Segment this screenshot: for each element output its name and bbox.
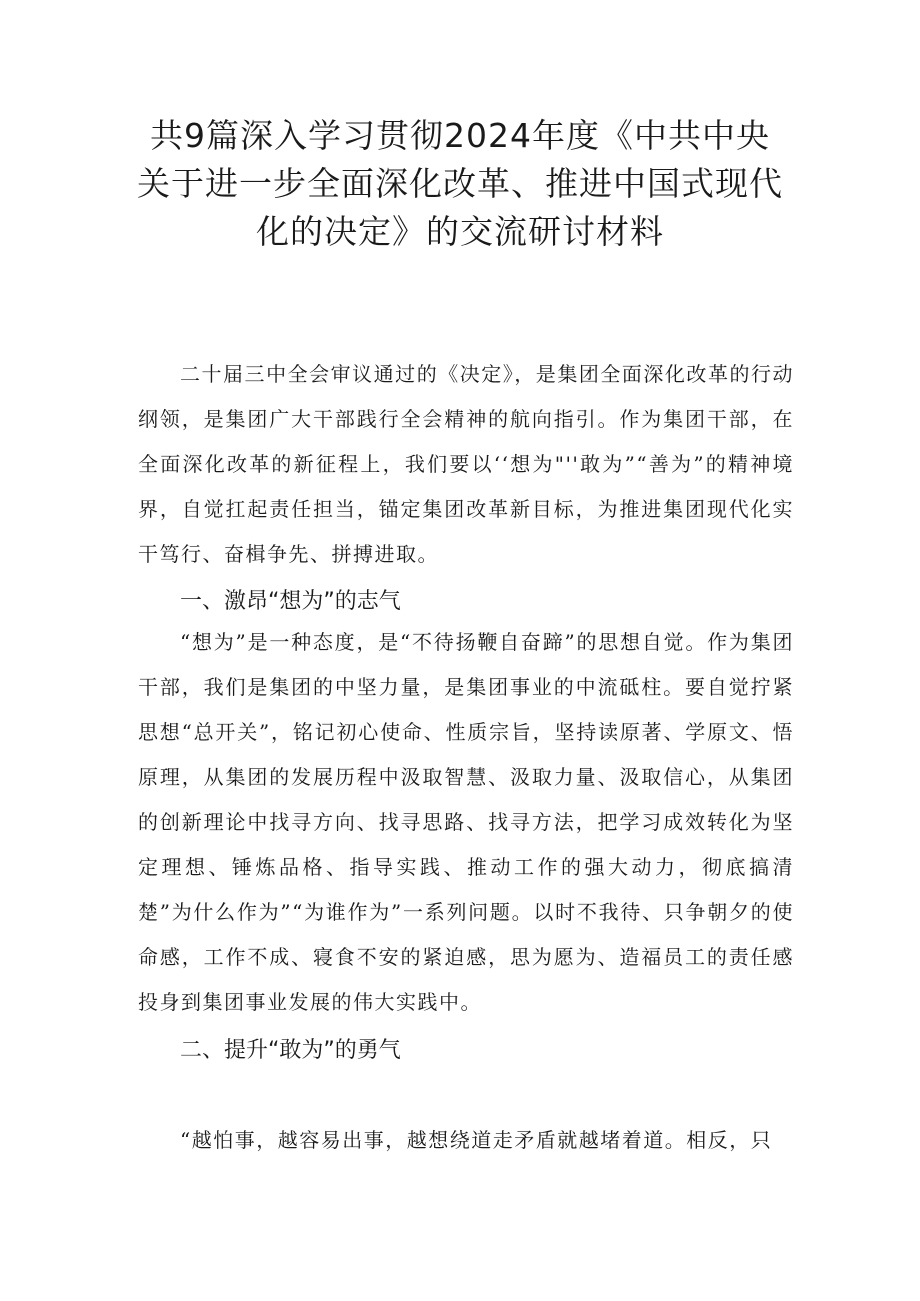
title-line-1: 共9篇深入学习贯彻2024年度《中共中央 — [150, 116, 770, 155]
section-heading-2: 二、提升“敢为”的勇气 — [180, 1038, 401, 1063]
title-line-3: 化的决定》的交流研讨材料 — [256, 212, 664, 251]
section-2-paragraph: “越怕事，越容易出事，越想绕道走矛盾就越堵着道。相反，只 — [180, 1128, 773, 1152]
document-title — [130, 112, 790, 256]
section-1-paragraph: “想为”是一种态度，是“不待扬鞭自奋蹄”的思想自觉。作为集团干部，我们是集团的中坚力量，是集团事业的中流砥柱。要自觉拧紧思想“总开关”，铭记初心使命、性质宗旨，坚持读原著、学原文、悟原理，从集团的发展历程中汲取智慧、汲取力量、汲取信心，从集团的创新理论中找寻方向、找寻思路、找寻方法，把学习成效转化为坚定理想、锤炼品格、指导实践、推动工作的强大动力，彻底搞清楚”为什么作为”“为谁作为”一系列问题。以时不我待、只争朝夕的使命感，工作不成、寝食不安的紧迫感，思为愿为、造福员工的责任感投身到集团事业发展的伟大实践中。 — [138, 630, 794, 1014]
title-line-2: 关于进一步全面深化改革、推进中国式现代 — [137, 164, 783, 203]
intro-paragraph: 二十届三中全会审议通过的《决定》，是集团全面深化改革的行动纲领，是集团广大干部践行全会精神的航向指引。作为集团干部，在全面深化改革的新征程上，我们要以‘‘想为"''敢为”“善为”的精神境界，自觉扛起责任担当，锚定集团改革新目标，为推进集团现代化实干笃行、奋楫争先、拼搏进取。 — [138, 362, 794, 566]
section-heading-1: 一、激昂“想为”的志气 — [180, 589, 401, 614]
